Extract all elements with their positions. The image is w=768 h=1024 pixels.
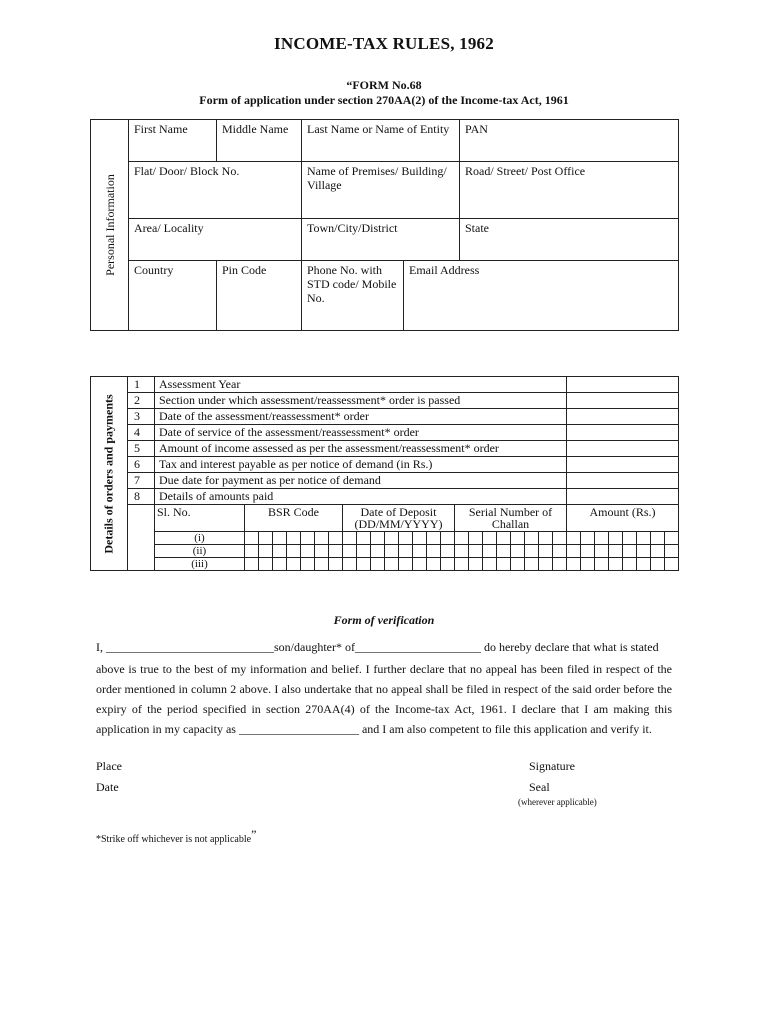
order-row bbox=[91, 409, 679, 425]
payment-grid-cell[interactable] bbox=[329, 532, 343, 545]
payment-grid-cell[interactable] bbox=[287, 545, 301, 558]
payment-grid-cell[interactable] bbox=[553, 558, 567, 571]
form-number: “FORM No.68 bbox=[346, 78, 422, 92]
blank-number-cell bbox=[128, 505, 155, 571]
order-row-number: 4 bbox=[128, 425, 155, 441]
premises-field[interactable]: Name of Premises/ Building/ Village bbox=[302, 162, 460, 219]
payment-grid-cell[interactable] bbox=[427, 558, 441, 571]
payment-grid-cell[interactable] bbox=[651, 532, 665, 545]
payment-grid-cell[interactable] bbox=[273, 558, 287, 571]
payment-grid-cell[interactable] bbox=[455, 558, 469, 571]
payment-grid-cell[interactable] bbox=[469, 545, 483, 558]
email-field[interactable]: Email Address bbox=[404, 261, 679, 331]
order-row-label: Date of service of the assessment/reassessment* order bbox=[155, 425, 567, 441]
payment-grid-cell[interactable] bbox=[567, 558, 581, 571]
area-field[interactable]: Area/ Locality bbox=[129, 219, 302, 261]
payment-row bbox=[91, 545, 679, 558]
payment-grid-cell[interactable] bbox=[497, 545, 511, 558]
payment-grid-cell[interactable] bbox=[539, 558, 553, 571]
payment-grid-cell[interactable] bbox=[539, 532, 553, 545]
payment-grid-cell[interactable] bbox=[315, 558, 329, 571]
payment-grid-cell[interactable] bbox=[665, 532, 679, 545]
payment-row-label: (i) bbox=[155, 532, 245, 545]
payment-grid-cell[interactable] bbox=[343, 532, 357, 545]
payment-grid-cell[interactable] bbox=[399, 545, 413, 558]
payment-grid-cell[interactable] bbox=[665, 545, 679, 558]
flat-field[interactable]: Flat/ Door/ Block No. bbox=[129, 162, 302, 219]
verification-line-1: I, ____________________________son/daughter* of_____________________ do hereby declare that what is stated bbox=[96, 640, 659, 654]
order-row bbox=[91, 489, 679, 505]
payment-grid-cell[interactable] bbox=[245, 558, 259, 571]
payment-grid-cell[interactable] bbox=[539, 545, 553, 558]
amount-header: Amount (Rs.) bbox=[567, 505, 679, 532]
seal-note: (wherever applicable) bbox=[518, 797, 597, 807]
payment-grid-cell[interactable] bbox=[441, 532, 455, 545]
payment-grid-cell[interactable] bbox=[259, 545, 273, 558]
payment-grid-cell[interactable] bbox=[413, 558, 427, 571]
payment-grid-cell[interactable] bbox=[665, 558, 679, 571]
payment-grid-cell[interactable] bbox=[497, 558, 511, 571]
state-field[interactable]: State bbox=[460, 219, 679, 261]
payment-grid-cell[interactable] bbox=[651, 558, 665, 571]
order-row bbox=[91, 377, 679, 393]
payment-grid-cell[interactable] bbox=[525, 545, 539, 558]
payment-grid-cell[interactable] bbox=[581, 532, 595, 545]
order-row-number: 5 bbox=[128, 441, 155, 457]
footnote bbox=[96, 827, 257, 846]
orders-payments-table bbox=[90, 376, 679, 571]
bsr-code-header: BSR Code bbox=[245, 505, 343, 532]
payment-grid-cell[interactable] bbox=[371, 532, 385, 545]
payment-grid-cell[interactable] bbox=[441, 545, 455, 558]
order-row-number: 7 bbox=[128, 473, 155, 489]
order-row-label: Amount of income assessed as per the assessment/reassessment* order bbox=[155, 441, 567, 457]
payment-grid-cell[interactable] bbox=[651, 545, 665, 558]
country-field[interactable]: Country bbox=[129, 261, 217, 331]
payment-row-label: (iii) bbox=[155, 558, 245, 571]
order-row-value[interactable] bbox=[567, 409, 679, 425]
payment-grid-cell[interactable] bbox=[427, 545, 441, 558]
order-row bbox=[91, 457, 679, 473]
date-label: Date bbox=[96, 780, 119, 794]
order-row-value[interactable] bbox=[567, 489, 679, 505]
footnote-text: *Strike off whichever is not applicable bbox=[96, 834, 252, 845]
order-row-value[interactable] bbox=[567, 441, 679, 457]
payment-grid-cell[interactable] bbox=[301, 545, 315, 558]
verification-title: Form of verification bbox=[333, 613, 435, 627]
payment-grid-cell[interactable] bbox=[259, 558, 273, 571]
order-row-number: 1 bbox=[128, 377, 155, 393]
payment-grid-cell[interactable] bbox=[315, 532, 329, 545]
order-row bbox=[91, 473, 679, 489]
payment-grid-cell[interactable] bbox=[357, 558, 371, 571]
payment-grid-cell[interactable] bbox=[553, 545, 567, 558]
phone-field[interactable]: Phone No. with STD code/ Mobile No. bbox=[302, 261, 404, 331]
payment-grid-cell[interactable] bbox=[455, 532, 469, 545]
payment-grid-cell[interactable] bbox=[371, 558, 385, 571]
payment-grid-cell[interactable] bbox=[511, 545, 525, 558]
payment-grid-cell[interactable] bbox=[371, 545, 385, 558]
payment-grid-cell[interactable] bbox=[329, 558, 343, 571]
payment-grid-cell[interactable] bbox=[469, 532, 483, 545]
payment-grid-cell[interactable] bbox=[343, 545, 357, 558]
personal-info-side-label: Personal Information bbox=[91, 120, 129, 331]
verification-paragraph: above is true to the best of my information and belief. I further declare that no appeal has been filed in respect of the order mentioned in column 2 above. I also undertake that no appeal shall be filed in respect of the said order before the expiry of the period specified in section 270AA(4) of the Income-tax Act, 1961. I declare that I am making this application in my capacity as ____________________ and I am also competent to file this application and verify it. bbox=[96, 662, 672, 736]
payment-grid-cell[interactable] bbox=[315, 545, 329, 558]
payment-grid-cell[interactable] bbox=[595, 558, 609, 571]
payment-grid-cell[interactable] bbox=[623, 545, 637, 558]
payment-grid-cell[interactable] bbox=[245, 532, 259, 545]
payment-grid-cell[interactable] bbox=[273, 545, 287, 558]
pin-code-field[interactable]: Pin Code bbox=[217, 261, 302, 331]
payment-grid-cell[interactable] bbox=[399, 558, 413, 571]
payment-grid-cell[interactable] bbox=[595, 545, 609, 558]
payment-grid-cell[interactable] bbox=[287, 532, 301, 545]
order-row-number: 6 bbox=[128, 457, 155, 473]
personal-info-table bbox=[90, 119, 679, 331]
payment-grid-cell[interactable] bbox=[329, 545, 343, 558]
payment-grid-cell[interactable] bbox=[385, 558, 399, 571]
payment-grid-cell[interactable] bbox=[567, 545, 581, 558]
payment-grid-cell[interactable] bbox=[385, 532, 399, 545]
payment-grid-cell[interactable] bbox=[511, 532, 525, 545]
order-row-label: Tax and interest payable as per notice of demand (in Rs.) bbox=[155, 457, 567, 473]
date-deposit-header: Date of Deposit (DD/MM/YYYY) bbox=[343, 505, 455, 532]
payment-grid-cell[interactable] bbox=[511, 558, 525, 571]
payment-grid-cell[interactable] bbox=[455, 545, 469, 558]
order-row bbox=[91, 441, 679, 457]
payment-grid-cell[interactable] bbox=[483, 558, 497, 571]
payment-grid-cell[interactable] bbox=[357, 532, 371, 545]
order-row-value[interactable] bbox=[567, 473, 679, 489]
order-row bbox=[91, 393, 679, 409]
payment-grid-cell[interactable] bbox=[287, 558, 301, 571]
payment-grid-cell[interactable] bbox=[301, 558, 315, 571]
order-row-label: Assessment Year bbox=[155, 377, 567, 393]
road-field[interactable]: Road/ Street/ Post Office bbox=[460, 162, 679, 219]
payment-grid-cell[interactable] bbox=[469, 558, 483, 571]
first-name-field[interactable]: First Name bbox=[129, 120, 217, 162]
payment-grid-cell[interactable] bbox=[525, 532, 539, 545]
footnote-quote: ” bbox=[251, 827, 257, 841]
pan-field[interactable]: PAN bbox=[460, 120, 679, 162]
payment-header-row bbox=[91, 505, 679, 532]
payment-grid-cell[interactable] bbox=[581, 545, 595, 558]
payment-grid-cell[interactable] bbox=[413, 545, 427, 558]
serial-number-header: Serial Number of Challan bbox=[455, 505, 567, 532]
payment-grid-cell[interactable] bbox=[357, 545, 371, 558]
payment-grid-cell[interactable] bbox=[637, 532, 651, 545]
sl-no-header: Sl. No. bbox=[155, 505, 245, 532]
order-row-number: 8 bbox=[128, 489, 155, 505]
payment-grid-cell[interactable] bbox=[637, 558, 651, 571]
order-row-label: Details of amounts paid bbox=[155, 489, 567, 505]
payment-grid-cell[interactable] bbox=[245, 545, 259, 558]
place-label: Place bbox=[96, 759, 122, 773]
payment-grid-cell[interactable] bbox=[567, 532, 581, 545]
payment-grid-cell[interactable] bbox=[385, 545, 399, 558]
order-row-label: Section under which assessment/reassessment* order is passed bbox=[155, 393, 567, 409]
payment-grid-cell[interactable] bbox=[399, 532, 413, 545]
payment-grid-cell[interactable] bbox=[525, 558, 539, 571]
payment-grid-cell[interactable] bbox=[441, 558, 455, 571]
payment-grid-cell[interactable] bbox=[413, 532, 427, 545]
payment-grid-cell[interactable] bbox=[623, 532, 637, 545]
order-row-label: Date of the assessment/reassessment* order bbox=[155, 409, 567, 425]
form-subtitle: Form of application under section 270AA(2) of the Income-tax Act, 1961 bbox=[199, 93, 569, 107]
payment-grid-cell[interactable] bbox=[595, 532, 609, 545]
order-row-value[interactable] bbox=[567, 377, 679, 393]
seal-label: Seal bbox=[529, 780, 550, 794]
order-row-value[interactable] bbox=[567, 457, 679, 473]
payment-grid-cell[interactable] bbox=[483, 545, 497, 558]
payment-grid-cell[interactable] bbox=[553, 532, 567, 545]
payment-grid-cell[interactable] bbox=[343, 558, 357, 571]
payment-grid-cell[interactable] bbox=[301, 532, 315, 545]
payment-row-label: (ii) bbox=[155, 545, 245, 558]
payment-grid-cell[interactable] bbox=[497, 532, 511, 545]
order-row bbox=[91, 425, 679, 441]
payment-grid-cell[interactable] bbox=[609, 558, 623, 571]
order-row-number: 3 bbox=[128, 409, 155, 425]
payment-grid-cell[interactable] bbox=[609, 545, 623, 558]
payment-row bbox=[91, 558, 679, 571]
payment-grid-cell[interactable] bbox=[259, 532, 273, 545]
middle-name-field[interactable]: Middle Name bbox=[217, 120, 302, 162]
order-row-value[interactable] bbox=[567, 393, 679, 409]
order-row-value[interactable] bbox=[567, 425, 679, 441]
orders-side-label: Details of orders and payments bbox=[91, 377, 128, 571]
payment-grid-cell[interactable] bbox=[609, 532, 623, 545]
payment-grid-cell[interactable] bbox=[427, 532, 441, 545]
last-name-field[interactable]: Last Name or Name of Entity bbox=[302, 120, 460, 162]
payment-grid-cell[interactable] bbox=[623, 558, 637, 571]
payment-grid-cell[interactable] bbox=[483, 532, 497, 545]
page-title: INCOME-TAX RULES, 1962 bbox=[274, 34, 494, 53]
payment-grid-cell[interactable] bbox=[273, 532, 287, 545]
payment-grid-cell[interactable] bbox=[637, 545, 651, 558]
order-row-number: 2 bbox=[128, 393, 155, 409]
order-row-label: Due date for payment as per notice of demand bbox=[155, 473, 567, 489]
payment-grid-cell[interactable] bbox=[581, 558, 595, 571]
signature-label: Signature bbox=[529, 759, 575, 773]
town-field[interactable]: Town/City/District bbox=[302, 219, 460, 261]
payment-row bbox=[91, 532, 679, 545]
